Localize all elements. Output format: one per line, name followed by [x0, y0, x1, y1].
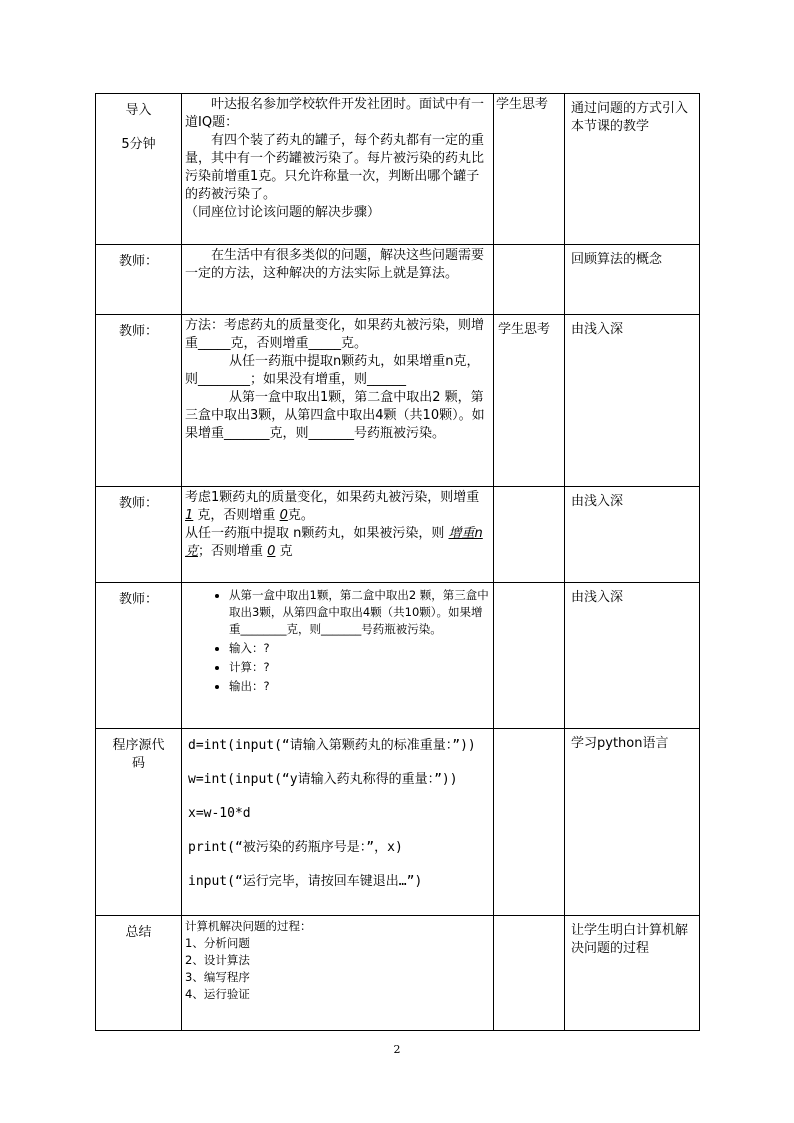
content-cell	[182, 315, 494, 487]
answer-blank: 增重n克	[185, 526, 483, 559]
stage-label: 导入	[125, 103, 152, 118]
answer-blank: 0	[267, 544, 276, 559]
note-cell: 学习python语言	[565, 729, 700, 916]
text: 考虑1颗药丸的质量变化，如果药丸被污染，则增重	[185, 490, 480, 505]
lesson-plan-table	[95, 93, 700, 1031]
paragraph: 从任一药瓶中提取n颗药丸，如果增重n克，则________；如果没有增重，则______	[185, 354, 480, 387]
activity-cell	[494, 583, 565, 729]
content-cell	[182, 487, 494, 583]
paragraph: 计算机解决问题的过程：	[185, 919, 312, 933]
list-item: • 输出：?	[229, 678, 490, 695]
table-row	[96, 315, 700, 487]
stage-cell	[96, 94, 182, 245]
note-cell: 由浅入深	[565, 487, 700, 583]
paragraph: 有四个装了药丸的罐子，每个药丸都有一定的重量，其中有一个药罐被污染了。每片被污染的药丸比污染前增重1克。只允许称量一次，判断出哪个罐子的药被污染了。	[185, 133, 485, 202]
bullet-list	[185, 587, 490, 695]
stage-label: 教师：	[118, 254, 158, 269]
code-line: w=int(input(“y请输入药丸称得的重量：”))	[188, 772, 458, 787]
text: 从任一药瓶中提取 n颗药丸，如果被污染，则	[185, 526, 445, 541]
table-row	[96, 487, 700, 583]
table-row	[96, 94, 700, 245]
code-line: print(“被污染的药瓶序号是：”，x)	[188, 840, 403, 855]
content-cell	[182, 916, 494, 1031]
content-cell	[182, 583, 494, 729]
note-cell: 由浅入深	[565, 583, 700, 729]
content-cell	[182, 94, 494, 245]
paragraph: 叶达报名参加学校软件开发社团时。面试中有一道IQ题：	[185, 97, 485, 130]
stage-cell	[96, 487, 182, 583]
activity-cell: 学生思考	[494, 315, 565, 487]
page-number: 2	[393, 1043, 401, 1056]
activity-cell: 学生思考	[494, 94, 565, 245]
stage-cell	[96, 583, 182, 729]
list-item: 1、分析问题	[185, 936, 250, 950]
text: ；否则增重	[198, 544, 264, 559]
note-cell: 通过问题的方式引入本节课的教学	[565, 94, 700, 245]
stage-cell	[96, 245, 182, 315]
stage-label: 教师：	[118, 592, 158, 607]
list-item: • 输入：?	[229, 640, 490, 657]
note-cell: 回顾算法的概念	[565, 245, 700, 315]
code-line: x=w-10*d	[188, 806, 251, 821]
note-cell: 让学生明白计算机解决问题的过程	[565, 916, 700, 1031]
paragraph: 方法：考虑药丸的质量变化，如果药丸被污染，则增重_____克，否则增重_____克。	[185, 318, 485, 351]
text: 克，否则增重	[197, 508, 276, 523]
activity-cell	[494, 729, 565, 916]
code-line: d=int(input(“请输入第颗药丸的标准重量：”))	[188, 738, 476, 753]
activity-cell	[494, 245, 565, 315]
activity-cell	[494, 487, 565, 583]
code-cell	[182, 729, 494, 916]
stage-label: 教师：	[118, 496, 158, 511]
stage-cell	[96, 315, 182, 487]
table-row	[96, 916, 700, 1031]
content-cell	[182, 245, 494, 315]
stage-time: 5分钟	[121, 137, 156, 152]
list-item: 2、设计算法	[185, 953, 250, 967]
answer-blank: 0	[279, 508, 288, 523]
note-cell: 由浅入深	[565, 315, 700, 487]
list-item: • 计算：?	[229, 659, 490, 676]
code-line: input(“运行完毕，请按回车键退出…”)	[188, 874, 423, 889]
stage-label: 总结	[125, 925, 152, 940]
paragraph: 从第一盒中取出1颗，第二盒中取出2 颗，第三盒中取出3颗，从第四盒中取出4颗（共10颗）。如果增重_______克，则_______号药瓶被污染。	[185, 390, 485, 441]
text: 克。	[287, 508, 314, 523]
list-item: • 从第一盒中取出1颗，第二盒中取出2 颗，第三盒中取出3颗，从第四盒中取出4颗（共10颗）。如果增重________克，则_______号药瓶被污染。	[229, 587, 490, 638]
list-item: 3、编写程序	[185, 970, 250, 984]
activity-cell	[494, 916, 565, 1031]
stage-cell	[96, 729, 182, 916]
stage-cell	[96, 916, 182, 1031]
stage-label: 教师：	[118, 324, 158, 339]
table-row	[96, 245, 700, 315]
paragraph: （同座位讨论该问题的解决步骤）	[185, 205, 381, 220]
table-row	[96, 729, 700, 916]
table-row	[96, 583, 700, 729]
answer-blank: 1	[185, 508, 194, 523]
paragraph: 在生活中有很多类似的问题，解决这些问题需要一定的方法，这种解决的方法实际上就是算法。	[185, 248, 485, 281]
text: 克	[279, 544, 293, 559]
stage-label: 程序源代码	[112, 738, 165, 771]
list-item: 4、运行验证	[185, 987, 250, 1001]
